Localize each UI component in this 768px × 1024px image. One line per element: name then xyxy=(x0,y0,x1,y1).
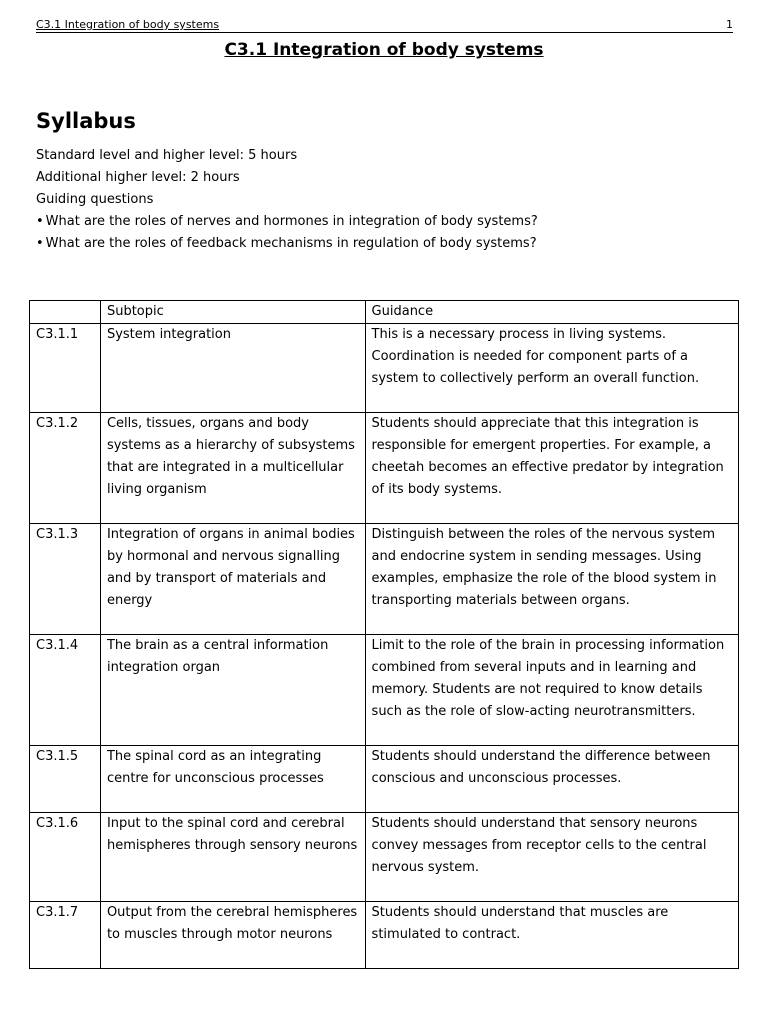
bullet-icon: • xyxy=(36,214,44,229)
syllabus-table xyxy=(29,300,739,969)
table-row xyxy=(30,746,739,813)
subtopic-cell: Output from the cerebral hemispheres to muscles through motor neurons xyxy=(100,902,365,969)
bullet-icon: • xyxy=(36,236,44,251)
guiding-question-item xyxy=(36,233,736,255)
table-header-row xyxy=(30,301,739,324)
guidance-cell: Distinguish between the roles of the nervous system and endocrine system in sending messages. Using examples, emphasize the role of the blood system in transporting materials between organs. xyxy=(365,524,738,635)
code-cell: C3.1.1 xyxy=(30,324,101,413)
guidance-cell: Students should understand that muscles are stimulated to contract. xyxy=(365,902,738,969)
code-cell: C3.1.5 xyxy=(30,746,101,813)
guidance-cell: Students should understand the difference between conscious and unconscious processes. xyxy=(365,746,738,813)
code-cell: C3.1.4 xyxy=(30,635,101,746)
table-row xyxy=(30,635,739,746)
code-cell: C3.1.6 xyxy=(30,813,101,902)
code-cell: C3.1.3 xyxy=(30,524,101,635)
guiding-questions-label: Guiding questions xyxy=(36,192,154,207)
subtopic-cell: The spinal cord as an integrating centre for unconscious processes xyxy=(100,746,365,813)
table-row xyxy=(30,902,739,969)
subtopic-cell: Integration of organs in animal bodies by hormonal and nervous signalling and by transport of materials and energy xyxy=(100,524,365,635)
guidance-cell: Students should appreciate that this integration is responsible for emergent properties. For example, a cheetah becomes an effective predator by integration of its body systems. xyxy=(365,413,738,524)
subtopic-cell: Input to the spinal cord and cerebral hemispheres through sensory neurons xyxy=(100,813,365,902)
page-number: 1 xyxy=(726,18,733,31)
header-guidance-cell: Guidance xyxy=(365,301,738,324)
table-row xyxy=(30,813,739,902)
guiding-question-text: What are the roles of feedback mechanisms in regulation of body systems? xyxy=(45,236,537,251)
guidance-cell: This is a necessary process in living systems. Coordination is needed for component parts of a system to collectively perform an overall function. xyxy=(365,324,738,413)
code-cell: C3.1.7 xyxy=(30,902,101,969)
guidance-cell: Students should understand that sensory neurons convey messages from receptor cells to the central nervous system. xyxy=(365,813,738,902)
header-subtopic-cell: Subtopic xyxy=(100,301,365,324)
guiding-question-text: What are the roles of nerves and hormones in integration of body systems? xyxy=(45,214,538,229)
document-title: C3.1 Integration of body systems xyxy=(224,40,544,60)
higher-level-hours: Additional higher level: 2 hours xyxy=(36,170,240,185)
syllabus-info xyxy=(36,145,736,255)
subtopic-cell: System integration xyxy=(100,324,365,413)
code-cell: C3.1.2 xyxy=(30,413,101,524)
guiding-question-item xyxy=(36,211,736,233)
standard-level-hours: Standard level and higher level: 5 hours xyxy=(36,148,298,163)
table-row xyxy=(30,324,739,413)
table-row xyxy=(30,524,739,635)
subtopic-cell: Cells, tissues, organs and body systems as a hierarchy of subsystems that are integrated in a multicellular living organism xyxy=(100,413,365,524)
header-code-cell xyxy=(30,301,101,324)
running-header-title: C3.1 Integration of body systems xyxy=(36,18,220,31)
running-header xyxy=(36,18,733,33)
table-row xyxy=(30,413,739,524)
section-heading-syllabus: Syllabus xyxy=(36,109,136,133)
subtopic-cell: The brain as a central information integration organ xyxy=(100,635,365,746)
guidance-cell: Limit to the role of the brain in processing information combined from several inputs and in learning and memory. Students are not required to know details such as the role of slow-acting neurotransmitters. xyxy=(365,635,738,746)
